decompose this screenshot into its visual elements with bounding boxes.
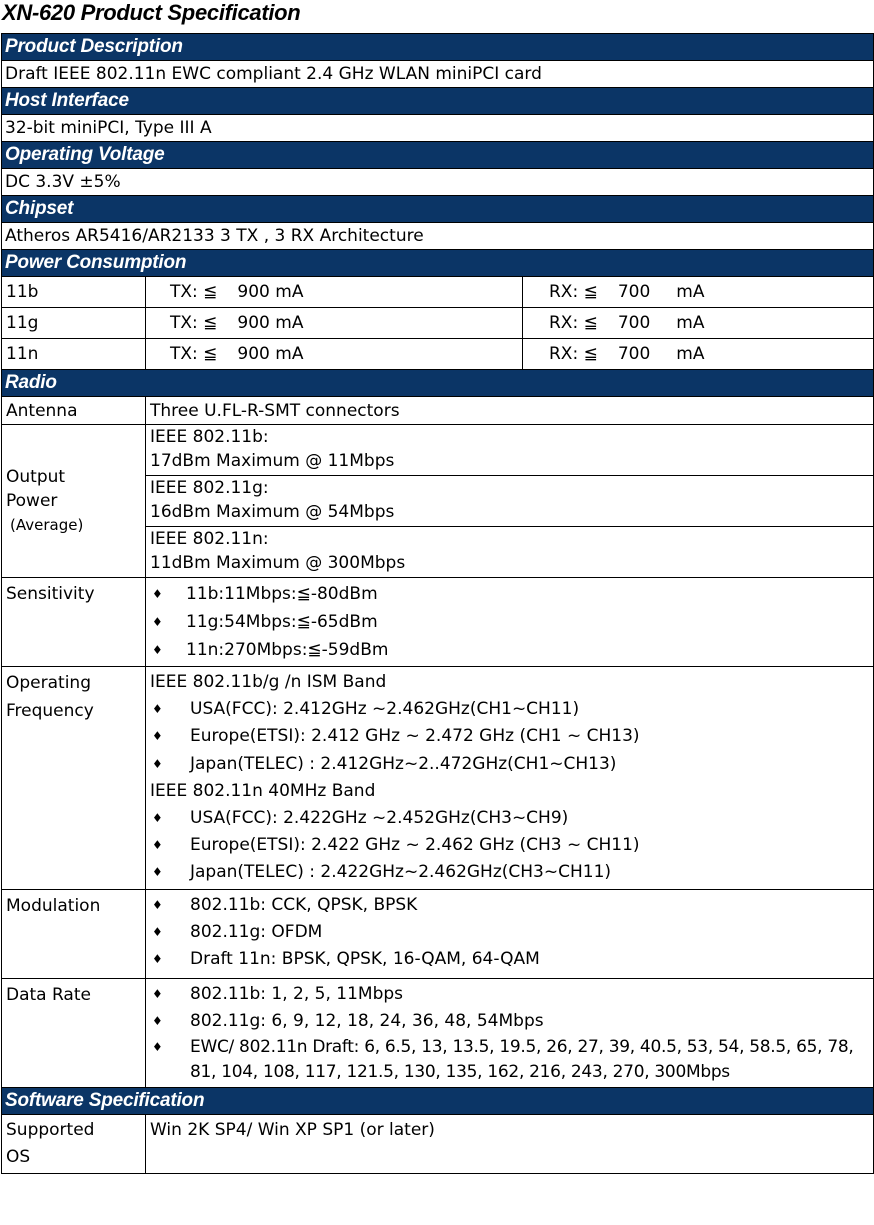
power-rx: [523, 277, 874, 308]
list-item: ♦ 11b:11Mbps:≦-80dBm: [150, 580, 869, 608]
chipset-value: Atheros AR5416/AR2133 3 TX , 3 RX Architecture: [2, 223, 874, 250]
tx-label: TX: ≦: [170, 282, 218, 302]
section-header-software-specification: Software Specification: [2, 1087, 874, 1114]
rx-unit: mA: [676, 282, 705, 302]
spec-table: [1, 33, 874, 1174]
diamond-bullet-icon: ♦: [152, 587, 163, 601]
rx-value: 700: [617, 313, 651, 333]
modulation-list: [150, 892, 869, 973]
frequency-group-title: IEEE 802.11n 40MHz Band: [150, 780, 376, 801]
section-header-chipset: Chipset: [2, 196, 874, 223]
power-row-11g: [2, 308, 874, 339]
table-row: [2, 169, 874, 196]
rx-unit: mA: [676, 344, 705, 364]
list-item: ♦ Japan(TELEC) : 2.422GHz~2.462GHz(CH3~CH11): [150, 859, 869, 886]
operating-voltage-value: DC 3.3V ±5%: [2, 169, 874, 196]
supported-os-label: Supported OS: [2, 1114, 146, 1173]
list-item: ♦ Japan(TELEC) : 2.412GHz~2..472GHz(CH1~CH13): [150, 751, 869, 778]
list-item: ♦ 802.11b: 1, 2, 5, 11Mbps: [150, 981, 872, 1008]
section-header-product-description: Product Description: [2, 34, 874, 61]
supported-os-row: [2, 1114, 874, 1173]
average-note: (Average): [10, 516, 84, 534]
sensitivity-list: [150, 580, 869, 664]
section-header-radio: Radio: [2, 370, 874, 397]
page-title: XN-620 Product Specification: [2, 0, 301, 25]
frequency-list: [150, 805, 869, 887]
power-mode: 11g: [2, 308, 146, 339]
output-power-entry: IEEE 802.11n: 11dBm Maximum @ 300Mbps: [146, 527, 874, 578]
list-item: ♦ USA(FCC): 2.412GHz ~2.462GHz(CH1~CH11): [150, 696, 869, 723]
supported-os-value: Win 2K SP4/ Win XP SP1 (or later): [146, 1114, 874, 1173]
output-power-entry: IEEE 802.11b: 17dBm Maximum @ 11Mbps: [146, 425, 874, 476]
output-power-row: [2, 425, 874, 476]
diamond-bullet-icon: ♦: [152, 811, 163, 826]
power-mode: 11b: [2, 277, 146, 308]
section-header-operating-voltage: Operating Voltage: [2, 142, 874, 169]
diamond-bullet-icon: ♦: [152, 924, 163, 939]
list-item: ♦ 802.11g: 6, 9, 12, 18, 24, 36, 48, 54Mbps: [150, 1008, 872, 1035]
data-rate-list: [150, 981, 872, 1085]
rx-unit: mA: [676, 313, 705, 333]
power-mode: 11n: [2, 339, 146, 370]
modulation-row: [2, 889, 874, 978]
operating-frequency-row: [2, 667, 874, 890]
power-tx: [146, 277, 523, 308]
list-item: ♦ 11g:54Mbps:≦-65dBm: [150, 608, 869, 636]
list-item: ♦ Europe(ETSI): 2.412 GHz ~ 2.472 GHz (CH1 ~ CH13): [150, 723, 869, 750]
power-tx: [146, 339, 523, 370]
table-row: [2, 61, 874, 88]
diamond-bullet-icon: ♦: [152, 702, 163, 717]
list-item: ♦ USA(FCC): 2.422GHz ~2.452GHz(CH3~CH9): [150, 805, 869, 832]
list-item: ♦ EWC/ 802.11n Draft: 6, 6.5, 13, 13.5, 19.5, 26, 27, 39, 40.5, 53, 54, 58.5, 65, 78, 81, 104, 108, 117, 121.5, 130, 135, 162, 216, 243, 270, 300Mbps: [152, 1036, 854, 1082]
tx-label: TX: ≦: [170, 313, 218, 333]
output-power-entry: IEEE 802.11g: 16dBm Maximum @ 54Mbps: [146, 476, 874, 527]
section-header-power-consumption: Power Consumption: [2, 250, 874, 277]
tx-value: 900 mA: [237, 282, 304, 302]
list-item: ♦ 802.11g: OFDM: [150, 919, 869, 946]
list-item: ♦ Draft 11n: BPSK, QPSK, 16-QAM, 64-QAM: [150, 946, 869, 973]
list-item: ♦ Europe(ETSI): 2.422 GHz ~ 2.462 GHz (CH3 ~ CH11): [150, 832, 869, 859]
product-description-value: Draft IEEE 802.11n EWC compliant 2.4 GHz WLAN miniPCI card: [2, 61, 874, 88]
table-row: [2, 223, 874, 250]
antenna-row: [2, 397, 874, 425]
diamond-bullet-icon: ♦: [152, 897, 163, 912]
diamond-bullet-icon: ♦: [152, 729, 163, 744]
rx-value: 700: [617, 282, 651, 302]
diamond-bullet-icon: ♦: [152, 986, 163, 1001]
diamond-bullet-icon: ♦: [152, 756, 163, 771]
sensitivity-label: Sensitivity: [2, 578, 146, 667]
diamond-bullet-icon: ♦: [152, 1039, 163, 1054]
frequency-list: [150, 696, 869, 778]
rx-label: RX: ≦: [549, 344, 598, 364]
antenna-label: Antenna: [2, 397, 146, 425]
list-item: ♦ 802.11b: CCK, QPSK, BPSK: [150, 892, 869, 919]
list-item: ♦ 11n:270Mbps:≦-59dBm: [150, 636, 869, 664]
data-rate-row: [2, 978, 874, 1087]
output-power-label: Output Power (Average): [2, 425, 146, 578]
rx-value: 700: [617, 344, 651, 364]
diamond-bullet-icon: ♦: [152, 643, 163, 657]
sensitivity-row: [2, 578, 874, 667]
tx-value: 900 mA: [237, 344, 304, 364]
antenna-value: Three U.FL-R-SMT connectors: [146, 397, 874, 425]
diamond-bullet-icon: ♦: [152, 865, 163, 880]
operating-frequency-label: Operating Frequency: [2, 667, 146, 890]
tx-label: TX: ≦: [170, 344, 218, 364]
section-header-host-interface: Host Interface: [2, 88, 874, 115]
host-interface-value: 32-bit miniPCI, Type III A: [2, 115, 874, 142]
modulation-label: Modulation: [2, 889, 146, 978]
frequency-group-title: IEEE 802.11b/g /n ISM Band: [150, 672, 387, 692]
power-row-11n: [2, 339, 874, 370]
rx-label: RX: ≦: [549, 282, 598, 302]
diamond-bullet-icon: ♦: [152, 1013, 163, 1028]
diamond-bullet-icon: ♦: [152, 615, 163, 629]
power-rx: [523, 308, 874, 339]
diamond-bullet-icon: ♦: [152, 838, 163, 853]
tx-value: 900 mA: [237, 313, 304, 333]
rx-label: RX: ≦: [549, 313, 598, 333]
diamond-bullet-icon: ♦: [152, 951, 163, 966]
power-tx: [146, 308, 523, 339]
data-rate-label: Data Rate: [2, 978, 146, 1087]
table-row: [2, 115, 874, 142]
power-rx: [523, 339, 874, 370]
power-row-11b: [2, 277, 874, 308]
